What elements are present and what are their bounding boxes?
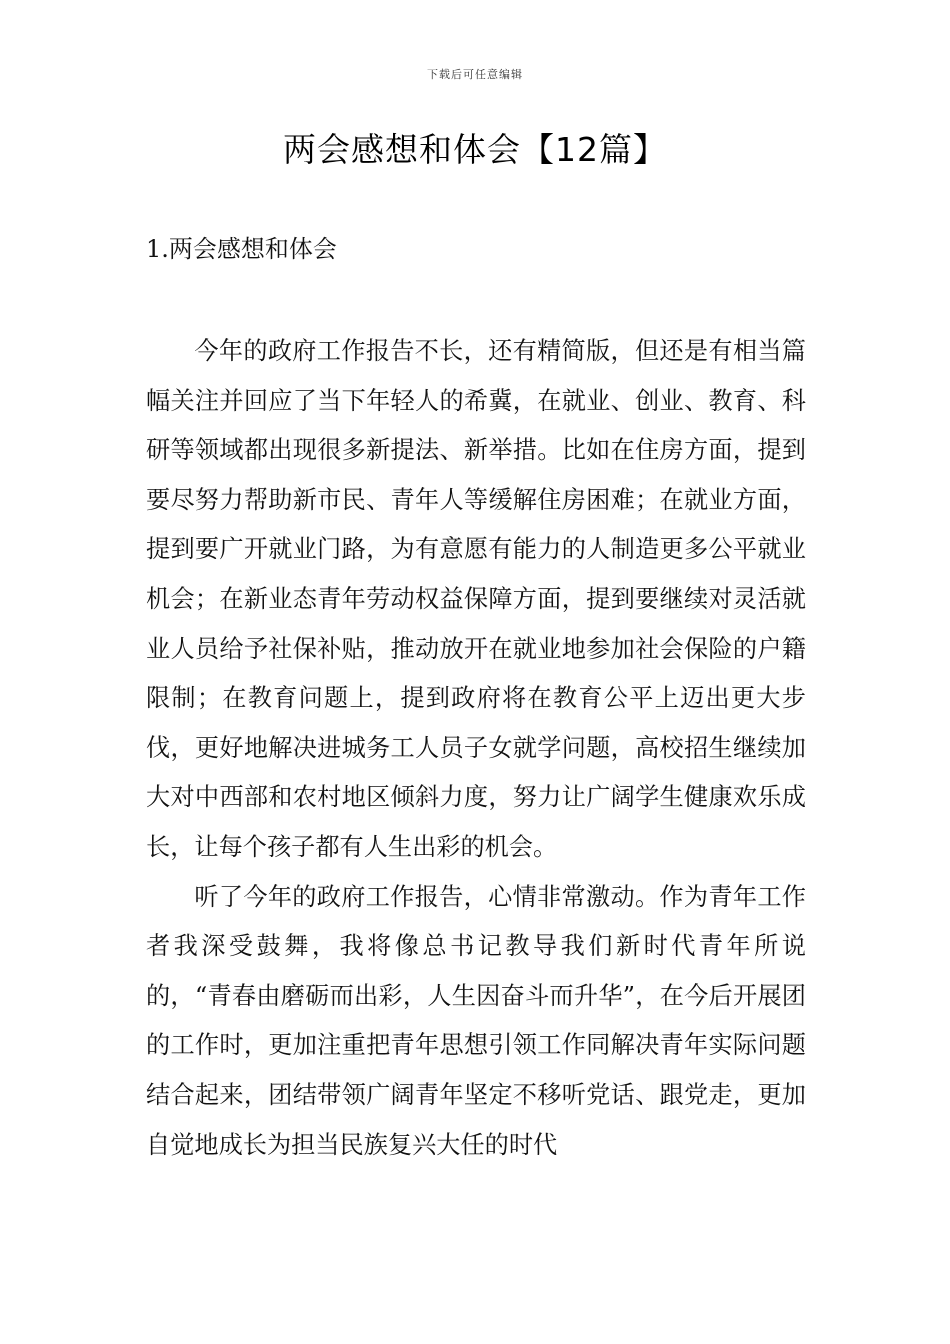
header-note: 下载后可任意编辑 — [427, 68, 523, 81]
body-text — [146, 327, 806, 1170]
paragraph-2: 听了今年的政府工作报告，心情非常激动。作为青年工作者我深受鼓舞，我将像总书记教导我们新时代青年所说的，“青春由磨砺而出彩，人生因奋斗而升华”，在今后开展团的工作时，更加注重把青年思想引领工作同解决青年实际问题结合起来，团结带领广阔青年坚定不移听党话、跟党走，更加自觉地成长为担当民族复兴大任的时代 — [146, 882, 806, 1159]
document-title: 两会感想和体会【12篇】 — [283, 130, 667, 169]
paragraph-1: 今年的政府工作报告不长，还有精简版，但还是有相当篇幅关注并回应了当下年轻人的希冀，在就业、创业、教育、科研等领域都出现很多新提法、新举措。比如在住房方面，提到要尽努力帮助新市民、青年人等缓解住房困难；在就业方面，提到要广开就业门路，为有意愿有能力的人制造更多公平就业机会；在新业态青年劳动权益保障方面，提到要继续对灵活就业人员给予社保补贴，推动放开在就业地参加社会保险的户籍限制；在教育问题上，提到政府将在教育公平上迈出更大步伐，更好地解决进城务工人员子女就学问题，高校招生继续加大对中西部和农村地区倾斜力度，努力让广阔学生健康欢乐成长，让每个孩子都有人生出彩的机会。 — [146, 337, 806, 861]
section-heading: 1.两会感想和体会 — [146, 235, 337, 263]
